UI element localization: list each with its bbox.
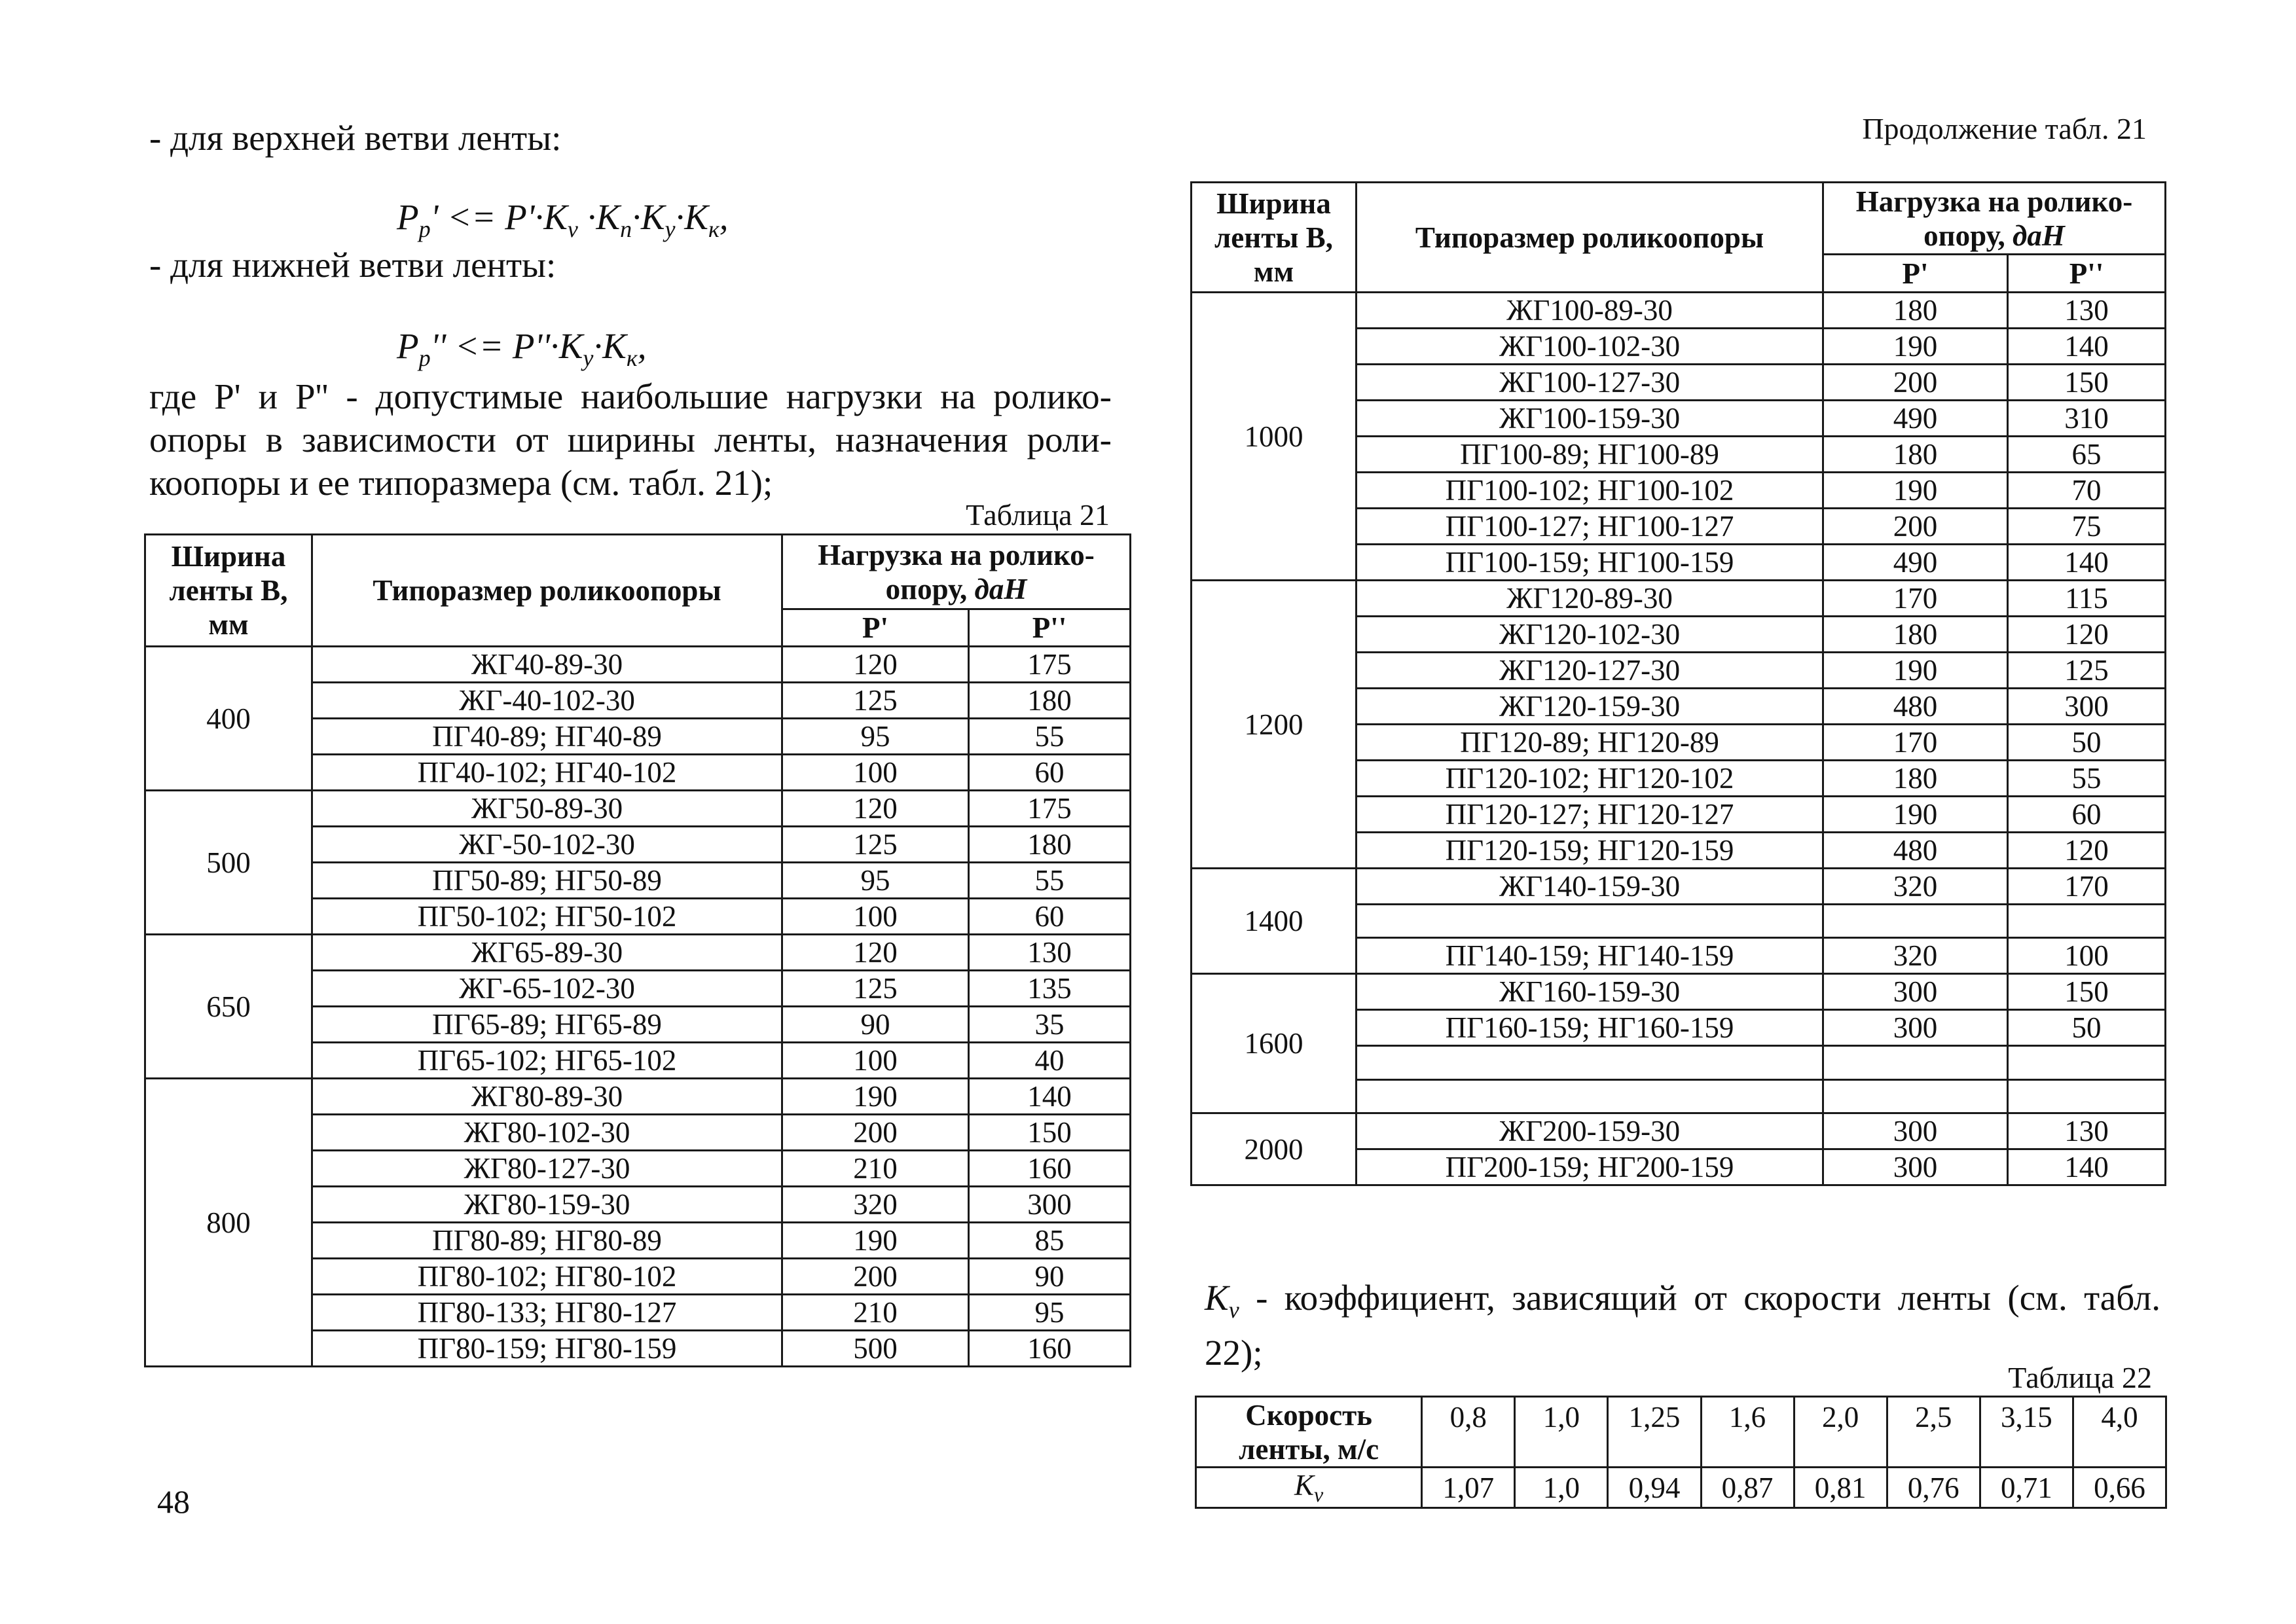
p2-cell: 140 xyxy=(2008,329,2166,365)
type-cell: ПГ160-159; НГ160-159 xyxy=(1357,1010,1823,1046)
kv-value: 0,87 xyxy=(1701,1468,1794,1508)
speed-value: 1,6 xyxy=(1701,1397,1794,1468)
formula-upper-branch: $P_p' <= P'\cdot K_v \cdot K_n\cdot K_y\cdot K_к$, xyxy=(397,197,729,242)
type-cell: ЖГ120-102-30 xyxy=(1357,617,1823,653)
table21-left xyxy=(144,533,1131,1367)
kv-line-2: 22); xyxy=(1205,1333,1263,1373)
type-cell: ПГ40-89; НГ40-89 xyxy=(312,719,782,755)
speed-value: 2,0 xyxy=(1794,1397,1887,1468)
type-cell: ПГ40-102; НГ40-102 xyxy=(312,755,782,791)
p1-cell: 190 xyxy=(1823,473,2008,509)
p2-cell: 40 xyxy=(969,1043,1131,1079)
p2-cell: 35 xyxy=(969,1007,1131,1043)
header-type: Типоразмер роликоопоры xyxy=(312,535,782,647)
type-cell: ПГ80-159; НГ80-159 xyxy=(312,1331,782,1367)
p1-cell: 180 xyxy=(1823,617,2008,653)
p1-cell xyxy=(1823,1079,2008,1113)
type-cell: ЖГ100-102-30 xyxy=(1357,329,1823,365)
p1-cell: 95 xyxy=(782,719,969,755)
kv-value: 1,0 xyxy=(1515,1468,1608,1508)
p2-cell: 140 xyxy=(2008,545,2166,581)
p2-cell: 60 xyxy=(969,899,1131,935)
kv-value: 0,66 xyxy=(2073,1468,2166,1508)
speed-value: 1,25 xyxy=(1608,1397,1701,1468)
p2-cell: 75 xyxy=(2008,509,2166,545)
p2-cell: 60 xyxy=(2008,797,2166,833)
type-cell: ЖГ-50-102-30 xyxy=(312,827,782,863)
p1-cell: 200 xyxy=(782,1115,969,1151)
p2-cell: 95 xyxy=(969,1295,1131,1331)
p1-cell: 500 xyxy=(782,1331,969,1367)
p2-cell: 55 xyxy=(969,719,1131,755)
p1-cell xyxy=(1823,1046,2008,1079)
p1-cell: 180 xyxy=(1823,437,2008,473)
p2-cell: 135 xyxy=(969,971,1131,1007)
p2-cell: 300 xyxy=(2008,689,2166,725)
p2-cell: 310 xyxy=(2008,401,2166,437)
header-p2: P'' xyxy=(969,609,1131,647)
p1-cell: 300 xyxy=(1823,1149,2008,1185)
p1-cell: 170 xyxy=(1823,581,2008,617)
type-cell: ЖГ120-159-30 xyxy=(1357,689,1823,725)
table21-right xyxy=(1190,181,2166,1186)
p1-cell: 125 xyxy=(782,683,969,719)
type-cell: ПГ50-102; НГ50-102 xyxy=(312,899,782,935)
type-cell: ЖГ100-89-30 xyxy=(1357,293,1823,329)
type-cell: ПГ120-89; НГ120-89 xyxy=(1357,725,1823,761)
p1-cell xyxy=(1823,905,2008,938)
type-cell: ЖГ160-159-30 xyxy=(1357,974,1823,1010)
p1-cell: 490 xyxy=(1823,545,2008,581)
width-cell: 650 xyxy=(145,935,312,1079)
p2-cell: 160 xyxy=(969,1151,1131,1187)
type-cell: ЖГ65-89-30 xyxy=(312,935,782,971)
p1-cell: 100 xyxy=(782,755,969,791)
p2-cell: 130 xyxy=(2008,1113,2166,1149)
p2-cell: 140 xyxy=(2008,1149,2166,1185)
p2-cell: 55 xyxy=(2008,761,2166,797)
type-cell: ЖГ50-89-30 xyxy=(312,791,782,827)
p1-cell: 190 xyxy=(782,1079,969,1115)
page-number: 48 xyxy=(157,1483,190,1520)
type-cell: ПГ80-89; НГ80-89 xyxy=(312,1223,782,1259)
p1-cell: 300 xyxy=(1823,1010,2008,1046)
p2-cell: 180 xyxy=(969,683,1131,719)
width-cell: 500 xyxy=(145,791,312,935)
p1-cell: 320 xyxy=(1823,869,2008,905)
p2-cell: 300 xyxy=(969,1187,1131,1223)
p1-cell: 170 xyxy=(1823,725,2008,761)
type-cell: ЖГ-65-102-30 xyxy=(312,971,782,1007)
table-row xyxy=(1192,293,2166,329)
p1-cell: 180 xyxy=(1823,293,2008,329)
p1-cell: 120 xyxy=(782,935,969,971)
p2-cell: 60 xyxy=(969,755,1131,791)
speed-value: 4,0 xyxy=(2073,1397,2166,1468)
p1-cell: 100 xyxy=(782,1043,969,1079)
table-row xyxy=(1192,581,2166,617)
type-cell: ЖГ80-159-30 xyxy=(312,1187,782,1223)
p2-cell: 125 xyxy=(2008,653,2166,689)
type-cell: ПГ100-159; НГ100-159 xyxy=(1357,545,1823,581)
table-row xyxy=(145,791,1131,827)
p1-cell: 210 xyxy=(782,1295,969,1331)
table21-caption: Таблица 21 xyxy=(966,498,1110,532)
type-cell: ПГ140-159; НГ140-159 xyxy=(1357,938,1823,974)
p2-cell xyxy=(2008,1079,2166,1113)
p1-cell: 480 xyxy=(1823,833,2008,869)
type-cell: ПГ50-89; НГ50-89 xyxy=(312,863,782,899)
type-cell: ПГ120-127; НГ120-127 xyxy=(1357,797,1823,833)
p1-cell: 200 xyxy=(782,1259,969,1295)
type-cell: ПГ80-102; НГ80-102 xyxy=(312,1259,782,1295)
speed-label: Скорость ленты, м/с xyxy=(1196,1397,1422,1468)
p1-cell: 190 xyxy=(1823,797,2008,833)
p1-cell: 95 xyxy=(782,863,969,899)
lower-branch-item: - для нижней ветви ленты: xyxy=(149,245,556,285)
type-cell xyxy=(1357,1079,1823,1113)
type-cell: ПГ100-102; НГ100-102 xyxy=(1357,473,1823,509)
header-p1-cont: P' xyxy=(1823,255,2008,293)
type-cell: ПГ120-159; НГ120-159 xyxy=(1357,833,1823,869)
kv-value: 0,71 xyxy=(1980,1468,2073,1508)
p1-cell: 320 xyxy=(1823,938,2008,974)
p2-cell: 120 xyxy=(2008,617,2166,653)
kv-value: 0,81 xyxy=(1794,1468,1887,1508)
p2-cell: 55 xyxy=(969,863,1131,899)
width-cell: 1400 xyxy=(1192,869,1357,974)
table-row xyxy=(1192,869,2166,905)
type-cell: ПГ120-102; НГ120-102 xyxy=(1357,761,1823,797)
p1-cell: 300 xyxy=(1823,974,2008,1010)
type-cell: ПГ65-102; НГ65-102 xyxy=(312,1043,782,1079)
p2-cell: 160 xyxy=(969,1331,1131,1367)
type-cell: ПГ200-159; НГ200-159 xyxy=(1357,1149,1823,1185)
p1-cell: 190 xyxy=(1823,653,2008,689)
p2-cell: 50 xyxy=(2008,725,2166,761)
table-row xyxy=(145,935,1131,971)
type-cell: ЖГ-40-102-30 xyxy=(312,683,782,719)
speed-value: 1,0 xyxy=(1515,1397,1608,1468)
type-cell: ПГ100-89; НГ100-89 xyxy=(1357,437,1823,473)
speed-value: 2,5 xyxy=(1887,1397,1980,1468)
p2-cell: 180 xyxy=(969,827,1131,863)
header-load: Нагрузка на ролико-опору, даН xyxy=(782,535,1131,609)
formula-lower-branch: $P_p'' <= P''\cdot K_y\cdot K_к$, xyxy=(397,326,647,371)
kv-label: $K_v$ xyxy=(1196,1468,1422,1508)
width-cell: 1600 xyxy=(1192,974,1357,1113)
paragraph-line-3: коопоры и ее типоразмера (см. табл. 21); xyxy=(149,463,773,503)
header-width-cont: Ширина ленты B, мм xyxy=(1192,183,1357,293)
p2-cell: 140 xyxy=(969,1079,1131,1115)
type-cell: ЖГ80-127-30 xyxy=(312,1151,782,1187)
kv-value: 1,07 xyxy=(1422,1468,1515,1508)
p1-cell: 210 xyxy=(782,1151,969,1187)
p2-cell: 170 xyxy=(2008,869,2166,905)
p1-cell: 200 xyxy=(1823,509,2008,545)
type-cell: ПГ80-133; НГ80-127 xyxy=(312,1295,782,1331)
p1-cell: 200 xyxy=(1823,365,2008,401)
p2-cell: 70 xyxy=(2008,473,2166,509)
table-row xyxy=(1192,974,2166,1010)
p2-cell: 130 xyxy=(2008,293,2166,329)
type-cell: ЖГ100-159-30 xyxy=(1357,401,1823,437)
paragraph-line-1: где P' и P'' - допустимые наибольшие нагрузки на ролико- xyxy=(149,376,1112,416)
type-cell: ЖГ80-102-30 xyxy=(312,1115,782,1151)
table-row xyxy=(145,647,1131,683)
p1-cell: 90 xyxy=(782,1007,969,1043)
p2-cell: 65 xyxy=(2008,437,2166,473)
header-p1: P' xyxy=(782,609,969,647)
kv-line-1: $K_v$ - коэффициент, зависящий от скорости ленты (см. табл. xyxy=(1205,1278,2161,1323)
type-cell: ПГ65-89; НГ65-89 xyxy=(312,1007,782,1043)
p2-cell: 50 xyxy=(2008,1010,2166,1046)
p2-cell: 130 xyxy=(969,935,1131,971)
p2-cell: 100 xyxy=(2008,938,2166,974)
paragraph-line-2: опоры в зависимости от ширины ленты, назначения роли- xyxy=(149,420,1112,460)
type-cell: ЖГ80-89-30 xyxy=(312,1079,782,1115)
upper-branch-item: - для верхней ветви ленты: xyxy=(149,118,562,158)
type-cell: ЖГ120-127-30 xyxy=(1357,653,1823,689)
type-cell: ПГ100-127; НГ100-127 xyxy=(1357,509,1823,545)
speed-value: 3,15 xyxy=(1980,1397,2073,1468)
p1-cell: 125 xyxy=(782,827,969,863)
kv-value: 0,76 xyxy=(1887,1468,1980,1508)
header-type-cont: Типоразмер роликоопоры xyxy=(1357,183,1823,293)
table22-caption: Таблица 22 xyxy=(2008,1361,2152,1394)
p2-cell: 175 xyxy=(969,791,1131,827)
header-load-cont: Нагрузка на ролико-опору, даН xyxy=(1823,183,2166,255)
table-row xyxy=(145,1079,1131,1115)
p2-cell: 115 xyxy=(2008,581,2166,617)
p1-cell: 100 xyxy=(782,899,969,935)
type-cell: ЖГ100-127-30 xyxy=(1357,365,1823,401)
width-cell: 400 xyxy=(145,647,312,791)
p2-cell: 90 xyxy=(969,1259,1131,1295)
type-cell xyxy=(1357,1046,1823,1079)
p1-cell: 190 xyxy=(782,1223,969,1259)
type-cell: ЖГ140-159-30 xyxy=(1357,869,1823,905)
p2-cell: 150 xyxy=(969,1115,1131,1151)
width-cell: 800 xyxy=(145,1079,312,1367)
type-cell xyxy=(1357,905,1823,938)
p1-cell: 120 xyxy=(782,791,969,827)
p2-cell xyxy=(2008,905,2166,938)
definition-paragraph xyxy=(149,375,1112,505)
table22 xyxy=(1195,1396,2167,1509)
width-cell: 1200 xyxy=(1192,581,1357,869)
p1-cell: 320 xyxy=(782,1187,969,1223)
p1-cell: 490 xyxy=(1823,401,2008,437)
table21-continuation: Продолжение табл. 21 xyxy=(1862,112,2147,145)
p1-cell: 125 xyxy=(782,971,969,1007)
width-cell: 1000 xyxy=(1192,293,1357,581)
p2-cell xyxy=(2008,1046,2166,1079)
kv-value: 0,94 xyxy=(1608,1468,1701,1508)
width-cell: 2000 xyxy=(1192,1113,1357,1185)
p2-cell: 175 xyxy=(969,647,1131,683)
header-width: Ширина ленты B, мм xyxy=(145,535,312,647)
speed-value: 0,8 xyxy=(1422,1397,1515,1468)
p2-cell: 120 xyxy=(2008,833,2166,869)
p1-cell: 120 xyxy=(782,647,969,683)
header-p2-cont: P'' xyxy=(2008,255,2166,293)
p2-cell: 150 xyxy=(2008,974,2166,1010)
p2-cell: 150 xyxy=(2008,365,2166,401)
p1-cell: 180 xyxy=(1823,761,2008,797)
p2-cell: 85 xyxy=(969,1223,1131,1259)
table-row xyxy=(1192,1113,2166,1149)
type-cell: ЖГ40-89-30 xyxy=(312,647,782,683)
p1-cell: 190 xyxy=(1823,329,2008,365)
type-cell: ЖГ120-89-30 xyxy=(1357,581,1823,617)
p1-cell: 480 xyxy=(1823,689,2008,725)
type-cell: ЖГ200-159-30 xyxy=(1357,1113,1823,1149)
p1-cell: 300 xyxy=(1823,1113,2008,1149)
